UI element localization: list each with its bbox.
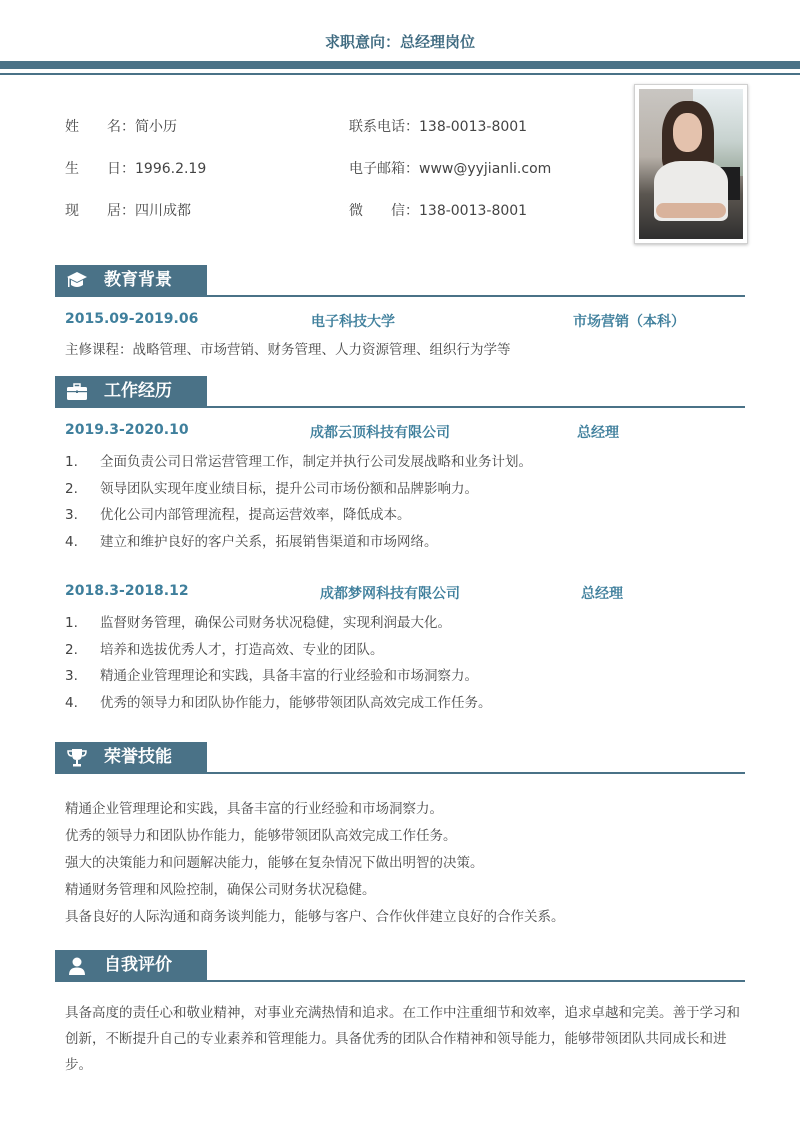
- info-residence-label: 现 居：: [65, 203, 135, 219]
- education-courses: 主修课程：战略管理、市场营销、财务管理、人力资源管理、组织行为学等: [65, 342, 511, 358]
- info-wechat-value: 138-0013-8001: [419, 203, 528, 219]
- duty-text: 全面负责公司日常运营管理工作，制定并执行公司发展战略和业务计划。: [100, 454, 532, 470]
- info-email-value: www@yyjianli.com: [419, 161, 552, 177]
- section-education-title: 教育背景: [104, 270, 172, 290]
- section-work-divider: [55, 406, 745, 408]
- photo-arms: [656, 203, 727, 218]
- section-skills-header: [55, 742, 745, 774]
- section-education-divider: [55, 295, 745, 297]
- info-phone: [349, 116, 527, 136]
- header-band-thin: [0, 73, 800, 75]
- header-band: [0, 61, 800, 69]
- section-education-tab: [55, 265, 207, 296]
- duty-number: 3.: [65, 507, 78, 523]
- skill-item: 优秀的领导力和团队协作能力，能够带领团队高效完成工作任务。: [65, 828, 457, 844]
- section-self-eval-title: 自我评价: [104, 955, 172, 975]
- info-birthday-value: 1996.2.19: [135, 161, 207, 177]
- job-2-duty: [65, 691, 492, 711]
- info-wechat-label: 微 信：: [349, 203, 419, 219]
- user-icon: [66, 956, 88, 976]
- duty-text: 监督财务管理，确保公司财务状况稳健，实现利润最大化。: [100, 615, 451, 631]
- section-skills-tab: [55, 742, 207, 773]
- job-1-duty: [65, 477, 478, 497]
- duty-text: 建立和维护良好的客户关系，拓展销售渠道和市场网络。: [100, 534, 438, 550]
- job-1-position: 总经理: [577, 425, 619, 441]
- section-self-eval-header: [55, 950, 745, 982]
- section-self-eval-tab: [55, 950, 207, 981]
- duty-text: 优秀的领导力和团队协作能力，能够带领团队高效完成工作任务。: [100, 695, 492, 711]
- info-phone-label: 联系电话：: [349, 119, 419, 135]
- section-skills-divider: [55, 772, 745, 774]
- job-2-duty: [65, 638, 384, 658]
- info-name-value: 简小历: [135, 119, 177, 135]
- job-2-position: 总经理: [581, 586, 623, 602]
- info-residence: [65, 200, 191, 220]
- job-2-duty: [65, 611, 451, 631]
- job-1-company: 成都云顶科技有限公司: [310, 425, 450, 441]
- duty-text: 优化公司内部管理流程，提高运营效率，降低成本。: [100, 507, 411, 523]
- skill-item: 具备良好的人际沟通和商务谈判能力，能够与客户、合作伙伴建立良好的合作关系。: [65, 909, 565, 925]
- duty-text: 领导团队实现年度业绩目标，提升公司市场份额和品牌影响力。: [100, 481, 478, 497]
- education-major: 市场营销（本科）: [573, 314, 685, 330]
- section-education-header: [55, 265, 745, 297]
- profile-photo: [634, 84, 748, 244]
- duty-number: 2.: [65, 642, 78, 658]
- job-intent-title: 求职意向：总经理岗位: [324, 33, 475, 51]
- duty-number: 1.: [65, 454, 78, 470]
- self-eval-text: 具备高度的责任心和敬业精神，对事业充满热情和追求。在工作中注重细节和效率，追求卓越和完美。善于学习和创新，不断提升自己的专业素养和管理能力。具备优秀的团队合作精神和领导能力，能够带领团队共同成长和进步。: [65, 1005, 740, 1073]
- skill-item: 强大的决策能力和问题解决能力，能够在复杂情况下做出明智的决策。: [65, 855, 484, 871]
- duty-number: 4.: [65, 695, 78, 711]
- job-2-period: 2018.3-2018.12: [65, 583, 189, 599]
- duty-number: 1.: [65, 615, 78, 631]
- photo-image: [639, 89, 743, 239]
- duty-number: 3.: [65, 668, 78, 684]
- skill-item: 精通企业管理理论和实践，具备丰富的行业经验和市场洞察力。: [65, 801, 443, 817]
- info-name-label: 姓 名：: [65, 119, 135, 135]
- job-1-duty: [65, 503, 411, 523]
- info-phone-value: 138-0013-8001: [419, 119, 528, 135]
- info-wechat: [349, 200, 527, 220]
- section-work-tab: [55, 376, 207, 407]
- trophy-icon: [66, 748, 88, 768]
- info-email-label: 电子邮箱：: [349, 161, 419, 177]
- education-school: 电子科技大学: [311, 314, 395, 330]
- section-work-header: [55, 376, 745, 408]
- job-2-duty: [65, 664, 478, 684]
- job-1-duty: [65, 450, 532, 470]
- duty-text: 精通企业管理理论和实践，具备丰富的行业经验和市场洞察力。: [100, 668, 478, 684]
- briefcase-icon: [66, 382, 88, 402]
- education-period: 2015.09-2019.06: [65, 311, 199, 327]
- graduation-cap-icon: [66, 271, 88, 291]
- job-1-duty: [65, 530, 438, 550]
- duty-number: 4.: [65, 534, 78, 550]
- info-email: [349, 158, 551, 178]
- job-2-company: 成都梦网科技有限公司: [320, 586, 460, 602]
- info-birthday-label: 生 日：: [65, 161, 135, 177]
- skill-item: 精通财务管理和风险控制，确保公司财务状况稳健。: [65, 882, 376, 898]
- duty-number: 2.: [65, 481, 78, 497]
- info-name: [65, 116, 177, 136]
- section-self-eval-divider: [55, 980, 745, 982]
- info-birthday: [65, 158, 206, 178]
- section-work-title: 工作经历: [104, 381, 172, 401]
- section-skills-title: 荣誉技能: [104, 747, 172, 767]
- duty-text: 培养和选拔优秀人才，打造高效、专业的团队。: [100, 642, 384, 658]
- info-residence-value: 四川成都: [135, 203, 191, 219]
- job-1-period: 2019.3-2020.10: [65, 422, 189, 438]
- photo-face: [673, 113, 702, 152]
